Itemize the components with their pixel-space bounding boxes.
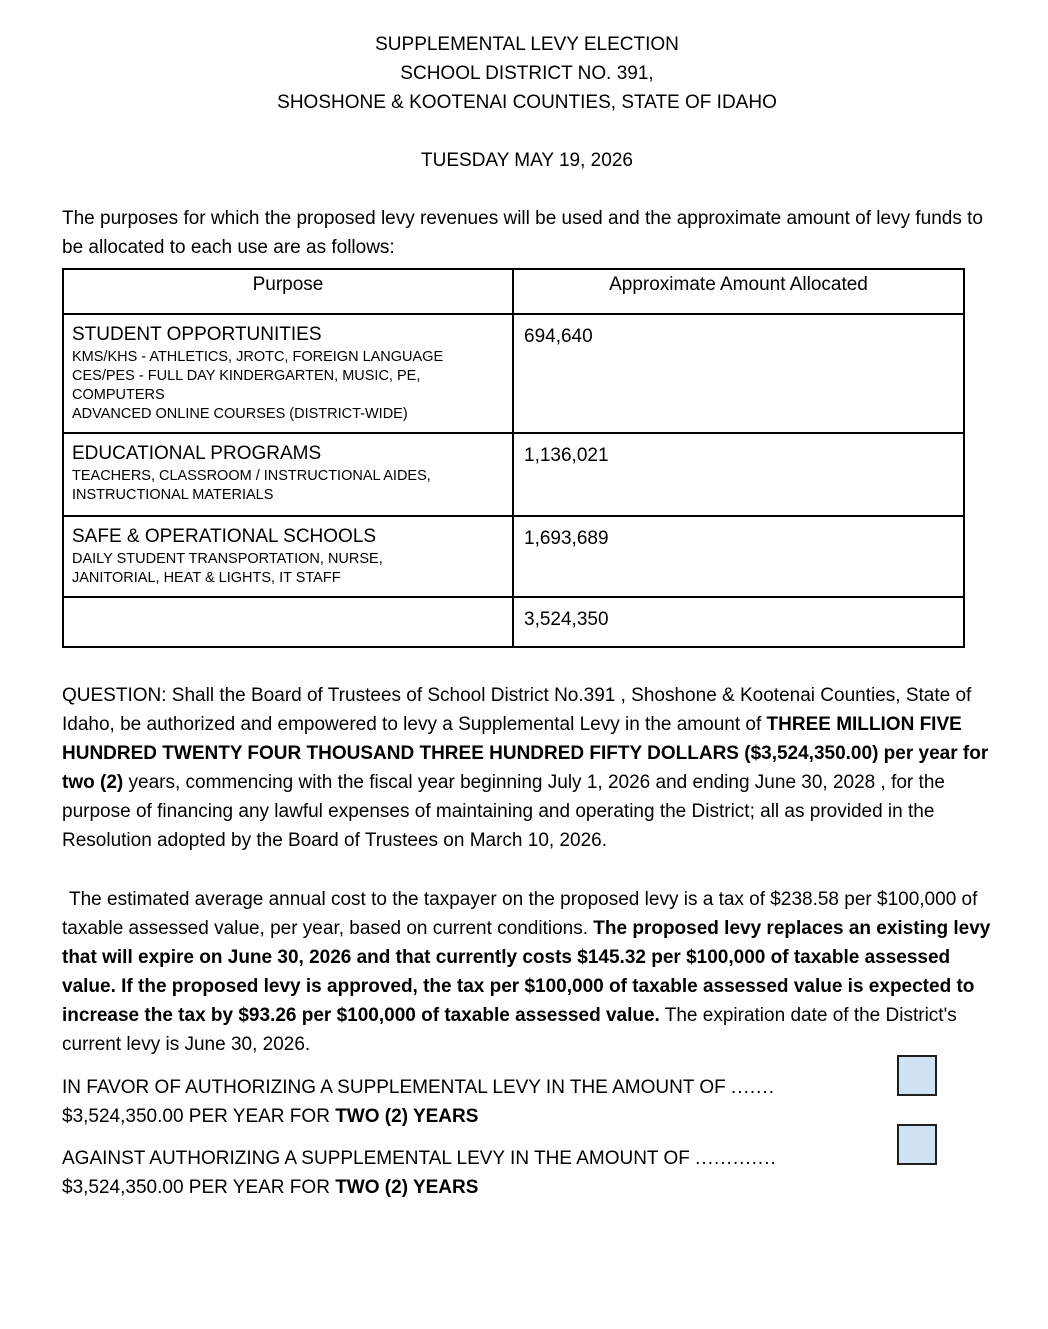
levy-allocation-table [62, 268, 965, 648]
purpose-detail: DAILY STUDENT TRANSPORTATION, NURSE, [72, 551, 383, 567]
total-amount-cell: 3,524,350 [513, 597, 964, 647]
purpose-detail: INSTRUCTIONAL MATERIALS [72, 487, 274, 503]
in-favor-option [62, 1073, 992, 1131]
purpose-title: SAFE & OPERATIONAL SCHOOLS [72, 526, 377, 547]
purpose-detail: CES/PES - FULL DAY KINDERGARTEN, MUSIC, PE, [72, 368, 421, 384]
in-favor-text: IN FAVOR OF AUTHORIZING A SUPPLEMENTAL LEVY IN THE AMOUNT OF [62, 1077, 732, 1098]
table-header-row [63, 269, 964, 314]
purpose-cell [63, 516, 513, 597]
purpose-cell [63, 314, 513, 433]
column-header-purpose: Purpose [63, 269, 513, 314]
in-favor-amount-text: $3,524,350.00 PER YEAR FOR [62, 1106, 336, 1127]
document-title-block [62, 30, 992, 117]
cost-text-2: The expiration date of the District's current levy is June 30, 2026. [62, 1005, 957, 1055]
amount-cell: 694,640 [513, 314, 964, 433]
in-favor-checkbox[interactable] [897, 1055, 937, 1096]
purpose-detail: KMS/KHS - ATHLETICS, JROTC, FOREIGN LANGUAGE [72, 349, 444, 365]
table-total-row [63, 597, 964, 647]
title-line-2: SCHOOL DISTRICT NO. 391, [400, 63, 654, 84]
intro-paragraph: The purposes for which the proposed levy revenues will be used and the approximate amount of levy funds to be allocated to each use are as follows: [62, 208, 983, 258]
in-favor-line1 [62, 1073, 992, 1102]
question-text-1: QUESTION: Shall the Board of Trustees of School District No.391 , Shoshone & Kootenai Counties, State of Idaho, be authorized and empowered to levy a Supplemental Levy in the amount of [62, 685, 972, 735]
title-line-3: SHOSHONE & KOOTENAI COUNTIES, STATE OF IDAHO [277, 92, 777, 113]
amount-cell: 1,693,689 [513, 516, 964, 597]
title-line-1: SUPPLEMENTAL LEVY ELECTION [375, 34, 679, 55]
cost-paragraph [62, 885, 992, 1059]
purpose-detail: JANITORIAL, HEAT & LIGHTS, IT STAFF [72, 570, 341, 586]
against-option [62, 1144, 992, 1202]
against-term-bold: TWO (2) YEARS [335, 1177, 479, 1198]
election-date: TUESDAY MAY 19, 2026 [421, 150, 633, 171]
purpose-title: EDUCATIONAL PROGRAMS [72, 443, 322, 464]
in-favor-term-bold: TWO (2) YEARS [335, 1106, 479, 1127]
question-bold-amount: THREE MILLION FIVE HUNDRED TWENTY FOUR THOUSAND THREE HUNDRED FIFTY DOLLARS ($3,524,350.00) per year for two (2) [62, 714, 989, 793]
against-leader-dots: ............. [695, 1148, 777, 1169]
question-text-2: years, commencing with the fiscal year beginning July 1, 2026 and ending June 30, 2028 , for the purpose of financing any lawful expenses of maintaining and operating the District; all as provided in the Resolution adopted by the Board of Trustees on March 10, 2026. [62, 772, 945, 851]
amount-cell: 1,136,021 [513, 433, 964, 516]
against-text: AGAINST AUTHORIZING A SUPPLEMENTAL LEVY IN THE AMOUNT OF [62, 1148, 696, 1169]
purpose-cell [63, 433, 513, 516]
empty-cell [63, 597, 513, 647]
document-page [62, 30, 992, 1202]
table-row [63, 433, 964, 516]
table-row [63, 314, 964, 433]
against-amount-text: $3,524,350.00 PER YEAR FOR [62, 1177, 336, 1198]
purpose-title: STUDENT OPPORTUNITIES [72, 324, 322, 345]
purpose-detail: ADVANCED ONLINE COURSES (DISTRICT-WIDE) [72, 406, 408, 422]
purpose-detail: COMPUTERS [72, 387, 165, 403]
in-favor-leader-dots: ....... [731, 1077, 775, 1098]
against-line2 [62, 1173, 992, 1202]
against-line1 [62, 1144, 992, 1173]
in-favor-line2 [62, 1102, 992, 1131]
against-checkbox[interactable] [897, 1124, 937, 1165]
cost-text-1: The estimated average annual cost to the taxpayer on the proposed levy is a tax of $238.58 per $100,000 of taxable assessed value, per year, based on current conditions. [62, 889, 978, 939]
purpose-detail: TEACHERS, CLASSROOM / INSTRUCTIONAL AIDES, [72, 468, 431, 484]
cost-bold-segment: The proposed levy replaces an existing levy that will expire on June 30, 2026 and that currently costs $145.32 per $100,000 of taxable assessed value. If the proposed levy is approved, the tax per $100,000 of taxable assessed value is expected to increase the tax by $93.26 per $100,000 of taxable assessed value. [62, 918, 991, 1026]
question-paragraph [62, 681, 992, 855]
table-row [63, 516, 964, 597]
column-header-amount: Approximate Amount Allocated [513, 269, 964, 314]
